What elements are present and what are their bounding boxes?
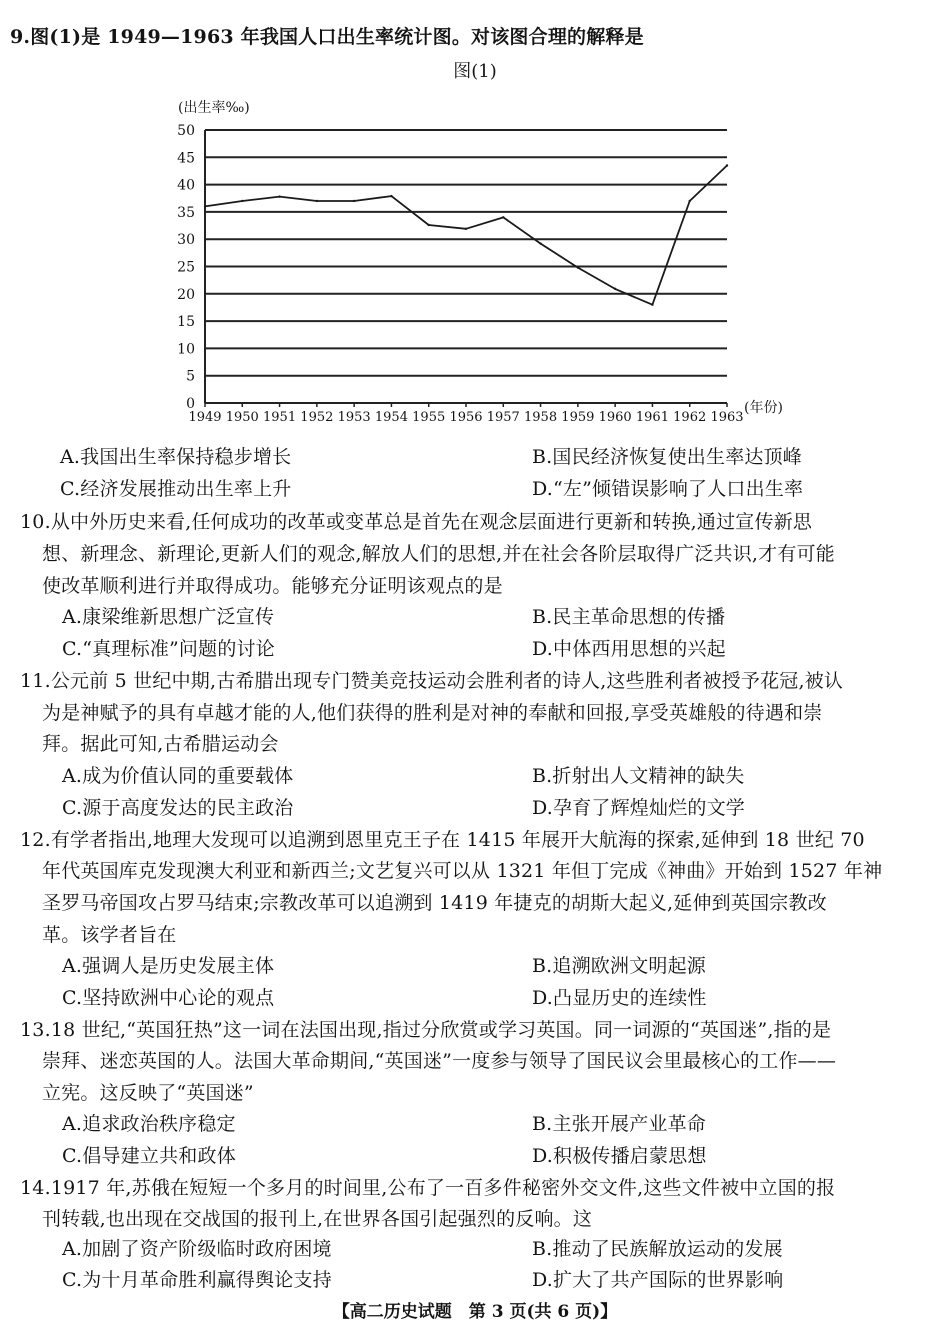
q9-option-b: B.国民经济恢复使出生率达顶峰 xyxy=(532,446,803,468)
q14-option-a: A.加剧了资产阶级临时政府困境 xyxy=(62,1238,332,1260)
q9-option-d: D.“左”倾错误影响了人口出生率 xyxy=(532,478,804,500)
y-tick-label: 25 xyxy=(177,259,195,276)
q12-stem-line-3: 圣罗马帝国攻占罗马结束;宗教改革可以追溯到 1419 年捷克的胡斯大起义,延伸到英国宗教改 xyxy=(42,892,827,914)
q11-stem-line-1: 11.公元前 5 世纪中期,古希腊出现专门赞美竞技运动会胜利者的诗人,这些胜利者被授予花冠,被认 xyxy=(20,670,844,692)
q11-option-c: C.源于高度发达的民主政治 xyxy=(62,797,294,819)
x-tick-label: 1952 xyxy=(300,410,334,425)
x-tick-label: 1951 xyxy=(263,410,297,425)
q12-stem-line-4: 革。该学者旨在 xyxy=(42,924,177,946)
q10-option-a: A.康梁维新思想广泛宣传 xyxy=(62,606,275,628)
x-tick-label: 1953 xyxy=(337,410,371,425)
q10-stem-line-2: 想、新理念、新理论,更新人们的观念,解放人们的思想,并在社会各阶层取得广泛共识,才有可能 xyxy=(42,543,835,565)
x-tick-label: 1954 xyxy=(374,410,408,425)
q13-stem-line-1: 13.18 世纪,“英国狂热”这一词在法国出现,指过分欣赏或学习英国。同一词源的“英国迷”,指的是 xyxy=(20,1019,832,1041)
q11-option-b: B.折射出人文精神的缺失 xyxy=(532,765,745,787)
q10-stem-line-1: 10.从中外历史来看,任何成功的改革或变革总是首先在观念层面进行更新和转换,通过宣传新思 xyxy=(20,511,813,533)
chart-caption: 图(1) xyxy=(453,61,497,82)
data-point-1950 xyxy=(241,200,243,202)
data-point-1955 xyxy=(428,224,430,226)
q9-stem: 9.图(1)是 1949—1963 年我国人口出生率统计图。对该图合理的解释是 xyxy=(10,26,644,48)
q10-option-d: D.中体西用思想的兴起 xyxy=(532,638,726,660)
data-point-1953 xyxy=(353,200,355,202)
q13-stem-line-2: 崇拜、迷恋英国的人。法国大革命期间,“英国迷”一度参与领导了国民议会里最核心的工作—— xyxy=(42,1050,837,1072)
chart-ylabel: (出生率‰) xyxy=(178,100,250,116)
q14-stem-line-2: 刊转载,也出现在交战国的报刊上,在世界各国引起强烈的反响。这 xyxy=(42,1208,593,1230)
data-point-1957 xyxy=(502,216,504,218)
q11-option-a: A.成为价值认同的重要载体 xyxy=(62,765,294,787)
data-point-1949 xyxy=(204,205,206,207)
data-point-1952 xyxy=(316,200,318,202)
q10-option-c: C.“真理标准”问题的讨论 xyxy=(62,638,275,660)
x-tick-label: 1963 xyxy=(710,410,744,425)
q12-option-b: B.追溯欧洲文明起源 xyxy=(532,955,707,977)
x-tick-label: 1957 xyxy=(486,410,520,425)
q11-stem-line-3: 拜。据此可知,古希腊运动会 xyxy=(42,733,279,755)
q10-option-b: B.民主革命思想的传播 xyxy=(532,606,726,628)
x-tick-label: 1960 xyxy=(598,410,632,425)
q13-option-b: B.主张开展产业革命 xyxy=(532,1113,707,1135)
q14-option-d: D.扩大了共产国际的世界影响 xyxy=(532,1269,784,1291)
q12-stem-line-2: 年代英国库克发现澳大利亚和新西兰;文艺复兴可以从 1321 年但丁完成《神曲》开始到 1527 年神 xyxy=(42,860,883,882)
data-point-1959 xyxy=(577,266,579,268)
x-tick-label: 1949 xyxy=(188,410,222,425)
y-tick-label: 20 xyxy=(177,286,195,303)
q13-stem-line-3: 立宪。这反映了“英国迷” xyxy=(42,1082,254,1104)
q13-option-c: C.倡导建立共和政体 xyxy=(62,1145,236,1167)
x-tick-label: 1959 xyxy=(561,410,595,425)
data-point-1960 xyxy=(614,288,616,290)
x-tick-label: 1961 xyxy=(635,410,669,425)
x-tick-label: 1962 xyxy=(673,410,707,425)
q11-option-d: D.孕育了辉煌灿烂的文学 xyxy=(532,797,745,819)
q13-option-d: D.积极传播启蒙思想 xyxy=(532,1145,707,1167)
data-point-1956 xyxy=(465,228,467,230)
chart-xlabel: (年份) xyxy=(744,400,783,416)
y-tick-label: 15 xyxy=(177,314,195,331)
y-tick-label: 35 xyxy=(177,204,195,221)
y-tick-label: 10 xyxy=(177,341,195,358)
q11-stem-line-2: 为是神赋予的具有卓越才能的人,他们获得的胜利是对神的奉献和回报,享受英雄般的待遇和崇 xyxy=(42,702,823,724)
q13-option-a: A.追求政治秩序稳定 xyxy=(62,1113,236,1135)
data-point-1961 xyxy=(651,304,653,306)
q12-option-d: D.凸显历史的连续性 xyxy=(532,987,707,1009)
birth-rate-line xyxy=(205,166,727,305)
y-tick-label: 50 xyxy=(177,123,195,139)
data-point-1958 xyxy=(539,242,541,244)
q9-option-a: A.我国出生率保持稳步增长 xyxy=(60,446,292,468)
q12-stem-line-1: 12.有学者指出,地理大发现可以追溯到恩里克王子在 1415 年展开大航海的探索,延伸到 18 世纪 70 xyxy=(20,829,865,851)
q14-stem-line-1: 14.1917 年,苏俄在短短一个多月的时间里,公布了一百多件秘密外交文件,这些文件被中立国的报 xyxy=(20,1177,836,1199)
x-tick-label: 1956 xyxy=(449,410,483,425)
y-tick-label: 0 xyxy=(186,396,195,412)
y-tick-label: 30 xyxy=(177,232,195,249)
data-point-1951 xyxy=(278,195,280,197)
data-point-1962 xyxy=(689,200,691,202)
q10-stem-line-3: 使改革顺利进行并取得成功。能够充分证明该观点的是 xyxy=(42,575,503,597)
x-tick-label: 1955 xyxy=(412,410,446,425)
y-tick-label: 40 xyxy=(177,177,195,194)
x-tick-label: 1958 xyxy=(524,410,558,425)
y-tick-label: 5 xyxy=(186,368,195,385)
q12-option-a: A.强调人是历史发展主体 xyxy=(62,955,275,977)
data-point-1954 xyxy=(390,195,392,197)
page-footer: 【高二历史试题 第 3 页(共 6 页)】 xyxy=(332,1302,618,1322)
q12-option-c: C.坚持欧洲中心论的观点 xyxy=(62,987,275,1009)
y-tick-label: 45 xyxy=(177,150,195,167)
q14-option-b: B.推动了民族解放运动的发展 xyxy=(532,1238,783,1260)
q9-option-c: C.经济发展推动出生率上升 xyxy=(60,478,292,500)
x-tick-label: 1950 xyxy=(225,410,259,425)
birth-rate-chart xyxy=(0,85,950,430)
q14-option-c: C.为十月革命胜利赢得舆论支持 xyxy=(62,1269,332,1291)
data-point-1963 xyxy=(726,164,728,166)
